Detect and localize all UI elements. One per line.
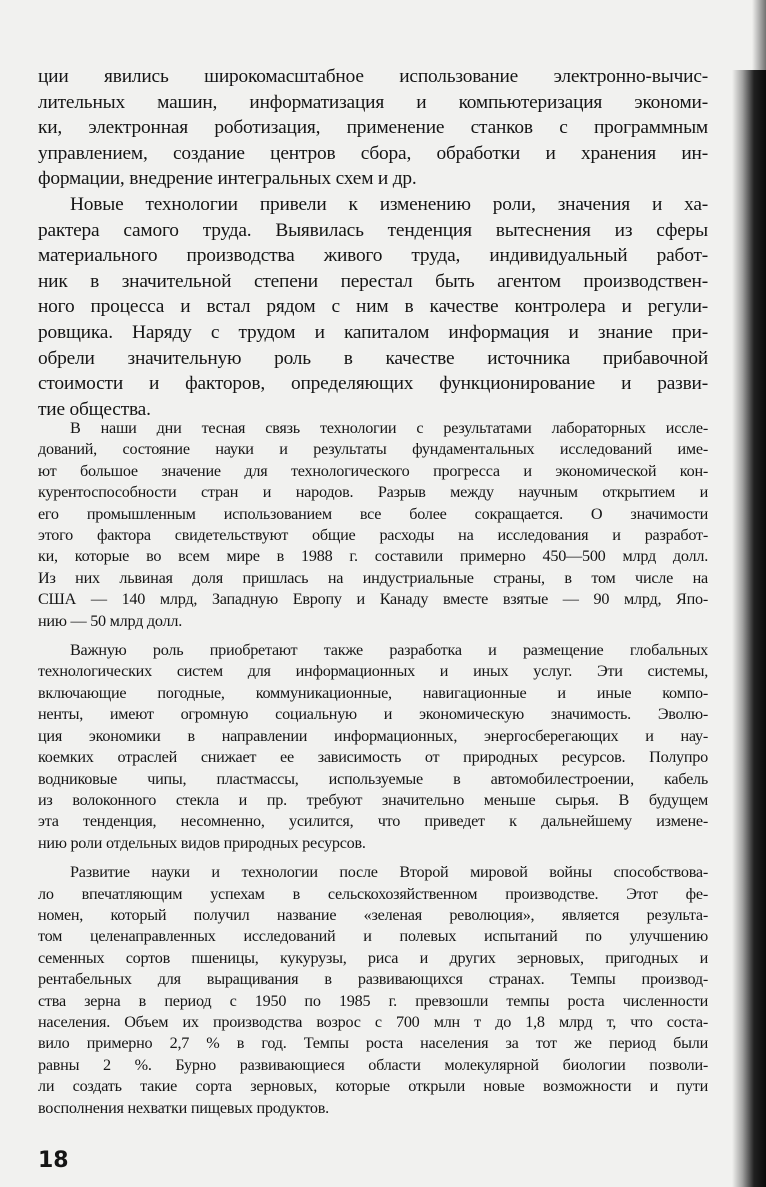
text-line: материального производства живого труда, индивидуальный работ- [38,245,708,267]
text-line: эта тенденция, несомненно, усилится, что приведет к дальнейшему измене- [38,812,708,831]
text-line: ного процесса и встал рядом с ним в качестве контролера и регули- [38,296,708,318]
text-line: рентабельных для выращивания в развивающихся странах. Темпы производ- [38,970,708,989]
paragraph [38,418,708,632]
text-line: лительных машин, информатизация и компьютеризация экономи- [38,91,708,113]
text-line: нию — 50 млрд долл. [38,611,182,630]
text-line: рактера самого труда. Выявилась тенденция вытеснения из сферы [38,219,708,241]
text-line: номен, который получил название «зеленая революция», является результа- [38,905,708,924]
text-line: коемких отраслей снижает ее зависимость от природных ресурсов. Полупро [38,748,708,767]
paragraph-gap [38,854,708,862]
text-line: вило примерно 2,7 % в год. Темпы роста населения за тот же период были [38,1034,708,1053]
text-line: стоимости и факторов, определяющих функционирование и разви- [38,373,708,395]
text-line: управлением, создание центров сбора, обработки и хранения ин- [38,142,708,164]
text-line: ненты, имеют огромную социальную и экономическую значимость. Эволю- [38,705,708,724]
page-number: 18 [38,1148,69,1173]
text-line: равны 2 %. Бурно развивающиеся области молекулярной биологии позволи- [38,1055,708,1074]
text-line: курентоспособности стран и народов. Разрыв между научным открытием и [38,483,708,502]
binding-shadow-top [752,0,766,70]
text-line: ки, которые во всем мире в 1988 г. составили примерно 450—500 млрд долл. [38,547,708,566]
text-line: населения. Объем их производства возрос с 700 млн т до 1,8 млрд т, что соста- [38,1012,708,1031]
text-line: Из них львиная доля пришлась на индустриальные страны, в том числе на [38,568,708,587]
text-line: Важную роль приобретают также разработка и размещение глобальных [70,641,708,660]
text-line: ник в значительной степени перестал быть агентом производствен- [38,270,708,292]
paragraph [38,192,708,422]
text-line: том целенаправленных исследований и полевых испытаний по улучшению [38,927,708,946]
large-text-block [38,64,708,422]
binding-shadow [732,70,766,1187]
text-line: ции явились широкомасштабное использование электронно-вычис- [38,66,708,87]
text-line: этого фактора свидетельствуют общие расходы на исследования и разработ- [38,526,708,545]
text-line: восполнения нехватки пищевых продуктов. [38,1098,329,1117]
text-line: тие общества. [38,398,151,420]
text-line: водниковые чипы, пластмассы, используемые в автомобилестроении, кабель [38,769,708,788]
text-line: обрели значительную роль в качестве источника прибавочной [38,347,708,369]
text-line: Новые технологии привели к изменению роли, значения и ха- [70,193,708,215]
paragraph [38,862,708,1119]
text-line: ства зерна в период с 1950 по 1985 г. превзошли темпы роста численности [38,991,708,1010]
paragraph [38,640,708,854]
text-line: ки, электронная роботизация, применение станков с программным [38,117,708,139]
text-line: ция экономики в направлении информационных, энергосберегающих и нау- [38,726,708,745]
text-line: формации, внедрение интегральных схем и др. [38,168,417,190]
text-line: ют большое значение для технологического прогресса и экономической кон- [38,461,708,480]
text-line: ло впечатляющим успехам в сельскохозяйственном производстве. Этот фе- [38,884,708,903]
text-line: нию роли отдельных видов природных ресурсов. [38,833,366,852]
text-line: Развитие науки и технологии после Второй мировой войны способствова- [70,863,708,882]
text-line: его промышленным использованием все более сокращается. О значимости [38,504,708,523]
paragraph [38,64,708,192]
text-line: В наши дни тесная связь технологии с результатами лабораторных иссле- [70,419,708,437]
text-line: технологических систем для информационных и иных услуг. Эти системы, [38,662,708,681]
text-line: ровщика. Наряду с трудом и капиталом информация и знание при- [38,321,708,343]
small-text-block [38,418,708,1119]
text-line: дований, состояние науки и результаты фундаментальных исследований име- [38,440,708,459]
text-line: из волоконного стекла и пр. требуют значительно меньше сырья. В будущем [38,790,708,809]
paragraph-gap [38,632,708,640]
text-line: США — 140 млрд, Западную Европу и Канаду вместе взятые — 90 млрд, Япо- [38,590,708,609]
text-line: семенных сортов пшеницы, кукурузы, риса и других зерновых, пригодных и [38,948,708,967]
text-line: ли создать такие сорта зерновых, которые открыли новые возможности и пути [38,1077,708,1096]
text-line: включающие погодные, коммуникационные, навигационные и иные компо- [38,683,708,702]
